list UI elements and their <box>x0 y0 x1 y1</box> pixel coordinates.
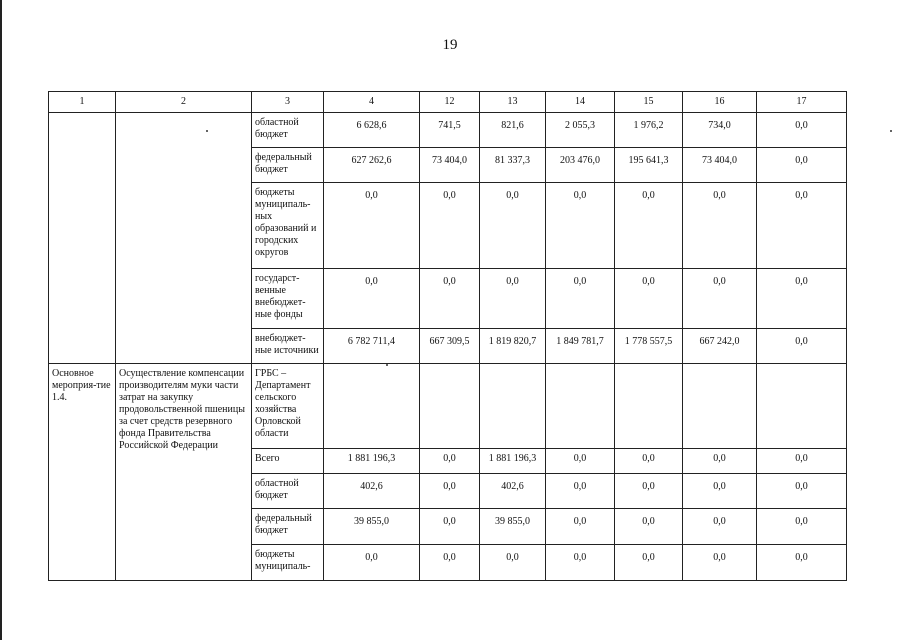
value-cell: 39 855,0 <box>324 509 420 545</box>
empty-cell <box>420 364 480 449</box>
table-row <box>49 364 847 449</box>
page-number: 19 <box>442 37 458 53</box>
header-cell: 13 <box>480 92 546 113</box>
value-cell: 0,0 <box>480 183 546 269</box>
empty-cell <box>546 364 615 449</box>
value-cell: 1 778 557,5 <box>615 329 683 364</box>
empty-cell <box>480 364 546 449</box>
funding-source-cell: Всего <box>252 449 324 474</box>
value-cell: 0,0 <box>757 545 847 581</box>
header-cell: 17 <box>757 92 847 113</box>
value-cell: 0,0 <box>757 113 847 148</box>
value-cell: 0,0 <box>757 509 847 545</box>
value-cell: 0,0 <box>420 449 480 474</box>
value-cell: 0,0 <box>757 269 847 329</box>
value-cell: 0,0 <box>615 509 683 545</box>
funding-source-cell: государст-венные внебюджет-ные фонды <box>252 269 324 329</box>
budget-table <box>48 91 847 581</box>
value-cell: 0,0 <box>615 545 683 581</box>
activity-description-cell: Осуществление компенсации производителям муки части затрат на закупку продовольственной пшеницы за счет средств резервного фонда Правительства Российской Федерации <box>116 364 252 581</box>
value-cell: 0,0 <box>615 474 683 509</box>
value-cell: 0,0 <box>420 474 480 509</box>
value-cell: 1 881 196,3 <box>480 449 546 474</box>
empty-cell <box>324 364 420 449</box>
header-cell: 12 <box>420 92 480 113</box>
value-cell: 0,0 <box>683 183 757 269</box>
value-cell: 0,0 <box>480 269 546 329</box>
value-cell: 0,0 <box>546 449 615 474</box>
value-cell: 1 881 196,3 <box>324 449 420 474</box>
value-cell: 39 855,0 <box>480 509 546 545</box>
value-cell: 0,0 <box>757 183 847 269</box>
scan-speck <box>206 130 208 132</box>
value-cell: 741,5 <box>420 113 480 148</box>
empty-cell <box>757 364 847 449</box>
value-cell: 734,0 <box>683 113 757 148</box>
header-cell: 14 <box>546 92 615 113</box>
value-cell: 0,0 <box>615 183 683 269</box>
value-cell: 0,0 <box>757 474 847 509</box>
funding-source-cell: федеральный бюджет <box>252 509 324 545</box>
table-row <box>49 113 847 148</box>
value-cell: 402,6 <box>480 474 546 509</box>
header-cell: 1 <box>49 92 116 113</box>
funding-source-cell: областной бюджет <box>252 474 324 509</box>
value-cell: 667 309,5 <box>420 329 480 364</box>
header-cell: 15 <box>615 92 683 113</box>
header-cell: 16 <box>683 92 757 113</box>
value-cell: 0,0 <box>683 474 757 509</box>
value-cell: 73 404,0 <box>683 148 757 183</box>
value-cell: 203 476,0 <box>546 148 615 183</box>
funding-source-cell: бюджеты муниципаль-ных образований и городских округов <box>252 183 324 269</box>
value-cell: 0,0 <box>757 329 847 364</box>
value-cell: 0,0 <box>420 509 480 545</box>
scan-speck <box>890 130 892 132</box>
value-cell: 0,0 <box>683 509 757 545</box>
value-cell: 2 055,3 <box>546 113 615 148</box>
empty-cell <box>683 364 757 449</box>
value-cell: 0,0 <box>683 449 757 474</box>
value-cell: 0,0 <box>546 474 615 509</box>
value-cell: 0,0 <box>420 269 480 329</box>
value-cell: 627 262,6 <box>324 148 420 183</box>
scan-speck <box>386 364 388 366</box>
scan-left-border <box>0 0 2 640</box>
value-cell: 1 849 781,7 <box>546 329 615 364</box>
value-cell: 402,6 <box>324 474 420 509</box>
funding-source-cell: областной бюджет <box>252 113 324 148</box>
value-cell: 0,0 <box>683 545 757 581</box>
value-cell: 0,0 <box>546 183 615 269</box>
activity-label-cell <box>49 113 116 364</box>
value-cell: 6 628,6 <box>324 113 420 148</box>
value-cell: 821,6 <box>480 113 546 148</box>
funding-source-cell: внебюджет-ные источники <box>252 329 324 364</box>
value-cell: 73 404,0 <box>420 148 480 183</box>
header-cell: 4 <box>324 92 420 113</box>
value-cell: 0,0 <box>757 449 847 474</box>
table-header-row <box>49 92 847 113</box>
activity-label-cell: Основное мероприя-тие 1.4. <box>49 364 116 581</box>
value-cell: 0,0 <box>480 545 546 581</box>
value-cell: 1 976,2 <box>615 113 683 148</box>
value-cell: 0,0 <box>683 269 757 329</box>
value-cell: 195 641,3 <box>615 148 683 183</box>
empty-cell <box>615 364 683 449</box>
value-cell: 6 782 711,4 <box>324 329 420 364</box>
value-cell: 0,0 <box>615 449 683 474</box>
funding-source-cell: федеральный бюджет <box>252 148 324 183</box>
value-cell: 0,0 <box>546 545 615 581</box>
value-cell: 0,0 <box>324 183 420 269</box>
header-cell: 3 <box>252 92 324 113</box>
header-cell: 2 <box>116 92 252 113</box>
funding-source-cell: бюджеты муниципаль- <box>252 545 324 581</box>
value-cell: 0,0 <box>757 148 847 183</box>
value-cell: 0,0 <box>324 269 420 329</box>
value-cell: 0,0 <box>546 269 615 329</box>
activity-description-cell <box>116 113 252 364</box>
value-cell: 0,0 <box>615 269 683 329</box>
executor-cell: ГРБС – Департамент сельского хозяйства Орловской области <box>252 364 324 449</box>
value-cell: 81 337,3 <box>480 148 546 183</box>
value-cell: 667 242,0 <box>683 329 757 364</box>
value-cell: 0,0 <box>546 509 615 545</box>
value-cell: 0,0 <box>324 545 420 581</box>
value-cell: 0,0 <box>420 545 480 581</box>
value-cell: 1 819 820,7 <box>480 329 546 364</box>
value-cell: 0,0 <box>420 183 480 269</box>
